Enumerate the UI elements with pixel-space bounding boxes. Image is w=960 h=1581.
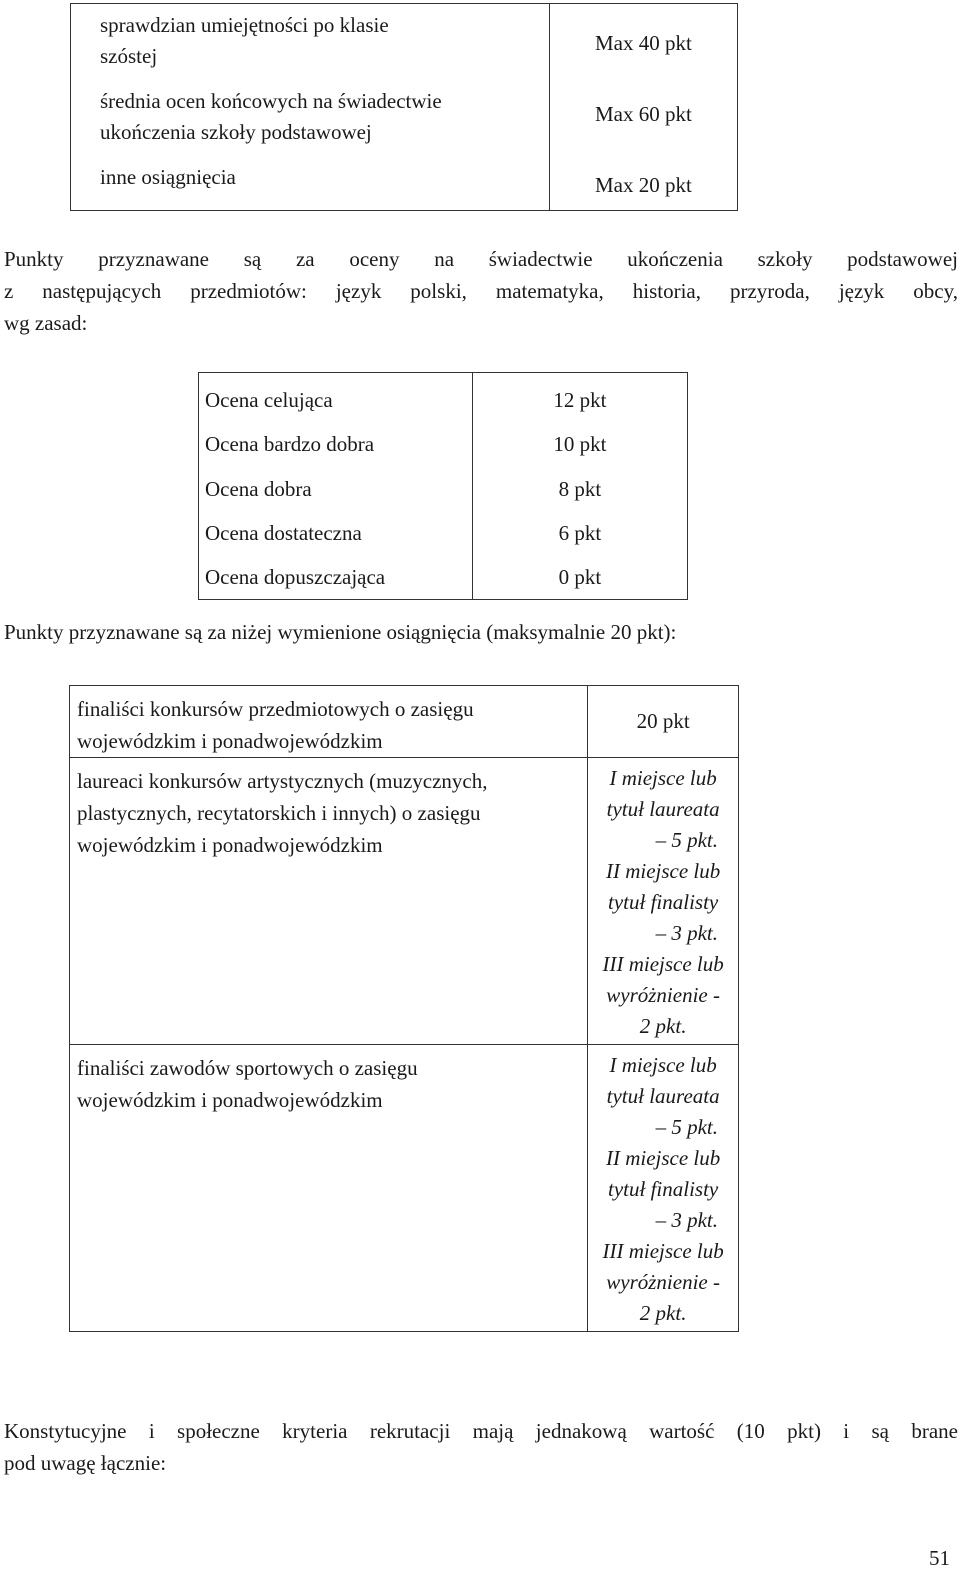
achievements-intro-paragraph: Punkty przyznawane są za niżej wymienione osiągnięcia (maksymalnie 20 pkt):	[4, 620, 677, 644]
grade-points: 8 pkt	[558, 476, 602, 501]
criteria-labels-cell	[71, 4, 550, 211]
admission-criteria-table	[70, 3, 738, 211]
grade-labels-cell	[199, 373, 473, 600]
achievement-label: laureaci konkursów artystycznych (muzycznych, plastycznych, recytatorskich i innych) o zasięgu wojewódzkim i ponadwojewódzkim	[70, 758, 588, 1045]
achievement-points: I miejsce lub tytuł laureata – 5 pkt. II miejsce lub tytuł finalisty – 3 pkt. III miejsce lub wyróżnienie - 2 pkt.	[588, 1045, 739, 1332]
page-number: 51	[929, 1546, 950, 1570]
grades-points-table	[198, 372, 688, 600]
criteria-value: Max 40 pkt	[594, 31, 692, 55]
grade-points: 0 pkt	[558, 565, 602, 590]
achievement-points: 20 pkt	[588, 686, 739, 758]
achievements-table	[69, 685, 739, 1332]
grade-points: 10 pkt	[553, 432, 607, 457]
grade-label: Ocena dopuszczająca	[205, 565, 386, 590]
achievement-label: finaliści zawodów sportowych o zasięgu wojewódzkim i ponadwojewódzkim	[70, 1045, 588, 1332]
grade-points: 6 pkt	[558, 520, 602, 545]
criteria-values-cell	[549, 4, 737, 211]
criteria-value: Max 20 pkt	[594, 173, 692, 197]
achievement-label: finaliści konkursów przedmiotowych o zasięgu wojewódzkim i ponadwojewódzkim	[70, 686, 588, 758]
criteria-label: inne osiągnięcia	[100, 165, 236, 189]
achievement-points: I miejsce lub tytuł laureata – 5 pkt. II miejsce lub tytuł finalisty – 3 pkt. III miejsce lub wyróżnienie - 2 pkt.	[588, 758, 739, 1045]
criteria-paragraph: Konstytucyjne i społeczne kryteria rekrutacji mają jednakową wartość (10 pkt) i są brane pod uwagę łącznie:	[4, 1419, 958, 1475]
grade-label: Ocena dostateczna	[205, 520, 362, 545]
criteria-label: średnia ocen końcowych na świadectwie ukończenia szkoły podstawowej	[100, 89, 442, 144]
criteria-label: sprawdzian umiejętności po klasie szóstej	[100, 13, 389, 68]
grade-label: Ocena celująca	[205, 388, 333, 412]
grade-label: Ocena dobra	[205, 476, 312, 501]
grades-intro-paragraph: Punkty przyznawane są za oceny na świadectwie ukończenia szkoły podstawowej z następujących przedmiotów: język polski, matematyka, historia, przyroda, język obcy, wg zasad:	[4, 247, 958, 335]
criteria-value: Max 60 pkt	[594, 102, 692, 126]
grade-label: Ocena bardzo dobra	[205, 432, 375, 457]
grade-points: 12 pkt	[553, 388, 607, 412]
grade-points-cell	[472, 373, 687, 600]
